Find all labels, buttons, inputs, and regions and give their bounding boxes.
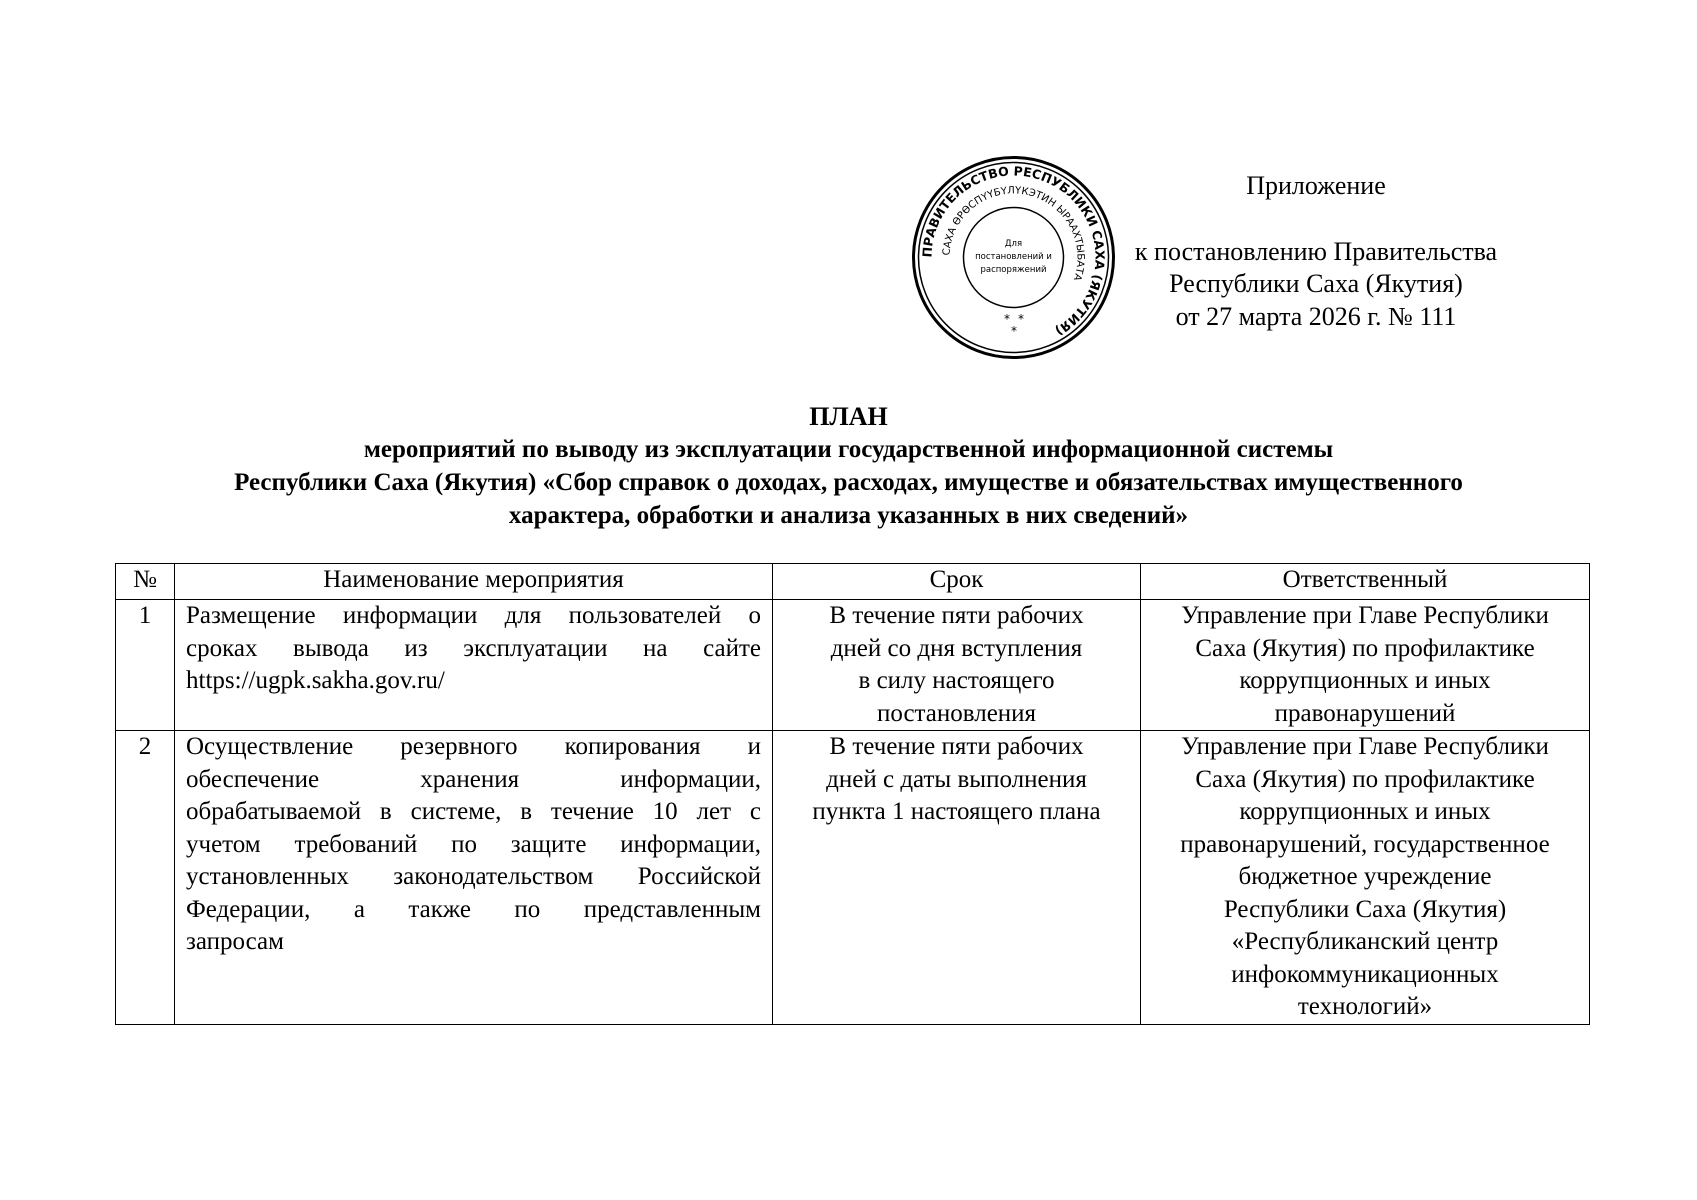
seal-inner-text: САХА ӨРӨСПҮҮБҮЛҮКЭТИН ЫРААХТЫБАТА [941,185,1086,282]
seal-stars [1004,312,1024,338]
seal-center-line-1: Для [1004,239,1023,249]
appendix-line-1: к постановлению Правительства [1134,236,1498,266]
document-heading [100,400,1597,532]
row-number: 2 [116,731,175,1025]
header-number: № [116,564,175,600]
row-number: 1 [116,600,175,731]
appendix-title: Приложение [1246,171,1386,200]
row-responsible: Управление при Главе Республики Саха (Якутия) по профилактике коррупционных и иных правонарушений, государственное бюджетное учреждение Республики Саха (Якутия) «Республиканский центр инфокоммуникационных технологий» [1141,731,1590,1025]
row-name: Осуществление резервного копирования и обеспечение хранения информации, обрабатываемой в системе, в течение 10 лет с учетом требований по защите информации, установленных законодательством Российской Федерации, а также по представленным запросам [175,731,773,1025]
seal-outer-text: ПРАВИТЕЛЬСТВО РЕСПУБЛИКИ САХА (ЯКУТИЯ) [919,163,1108,339]
table-row [116,600,1590,731]
heading-line-3: характера, обработки и анализа указанных в них сведений» [508,502,1189,529]
svg-text:*: * [1011,324,1017,338]
row-term: В течение пяти рабочих дней с даты выполнения пункта 1 настоящего плана [773,731,1141,1025]
heading-line-1: мероприятий по выводу из эксплуатации государственной информационной системы [363,436,1334,463]
appendix-line-2: Республики Саха (Якутия) [1169,269,1463,298]
header-term: Срок [773,564,1141,600]
header-name: Наименование мероприятия [175,564,773,600]
svg-text:*: * [1004,312,1010,326]
seal-center-line-2: постановлений и [975,252,1052,262]
row-term: В течение пяти рабочих дней со дня вступления в силу настоящего постановления [773,600,1141,731]
table-row [116,731,1590,1025]
seal-center-line-3: распоряжений [980,265,1047,275]
official-seal [911,155,1116,360]
plan-table [115,563,1590,1025]
svg-text:*: * [1018,312,1024,326]
appendix-block [1116,170,1516,333]
header-responsible: Ответственный [1141,564,1590,600]
table-header-row [116,564,1590,600]
row-responsible: Управление при Главе Республики Саха (Якутия) по профилактике коррупционных и иных правонарушений [1141,600,1590,731]
row-name: Размещение информации для пользователей о сроках вывода из эксплуатации на сайте https://ugpk.sakha.gov.ru/ [175,600,773,731]
appendix-line-3: от 27 марта 2026 г. № 111 [1175,301,1457,331]
heading-line-2: Республики Саха (Якутия) «Сбор справок о доходах, расходах, имуществе и обязательствах имущественного [234,469,1463,496]
document-title: ПЛАН [809,402,888,431]
